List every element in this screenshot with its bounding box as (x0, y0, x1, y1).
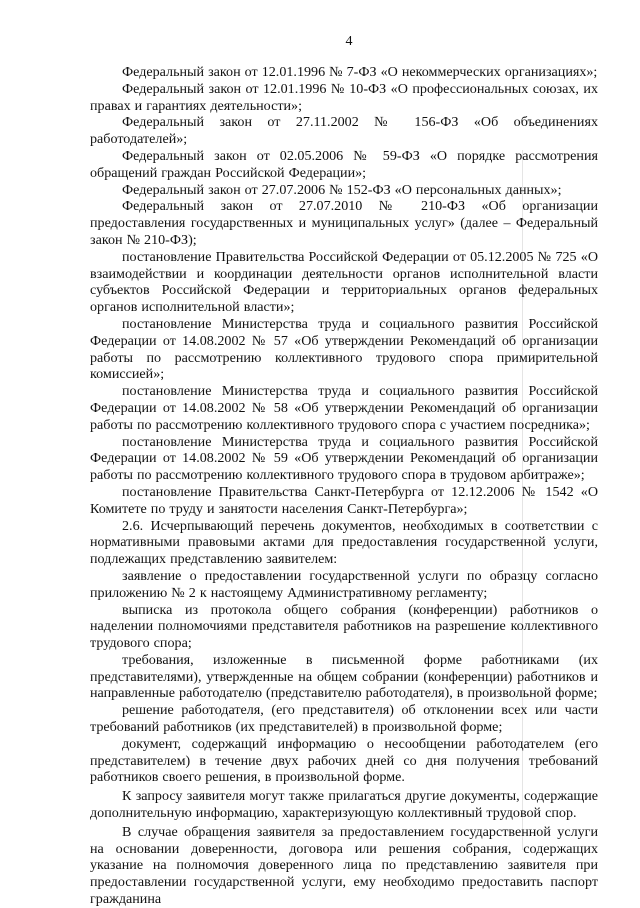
paragraph-16: решение работодателя, (его представителя) об отклонении всех или части требований работников (их представителей) в произвольной форме; (90, 702, 598, 736)
paragraph-2: Федеральный закон от 12.01.1996 № 10-ФЗ «О профессиональных союзах, их правах и гарантиях деятельности»; (90, 80, 598, 114)
paragraph-6: Федеральный закон от 27.07.2010 № 210-ФЗ «Об организации предоставления государственных и муниципальных услуг» (далее – Федеральный закон № 210-ФЗ); (90, 198, 598, 248)
scan-artifact-line (522, 150, 523, 850)
paragraph-5: Федеральный закон от 27.07.2006 № 152-ФЗ «О персональных данных»; (122, 181, 562, 198)
paragraph-12: 2.6. Исчерпывающий перечень документов, необходимых в соответствии с нормативными правовыми актами для предоставления государственной услуги, подлежащих представлению заявителем: (90, 517, 598, 568)
page-number: 4 (345, 34, 353, 49)
paragraph-14: выписка из протокола общего собрания (конференции) работников о наделении полномочиями представителя работников на разрешение коллективного трудового спора; (90, 601, 598, 652)
paragraph-9: постановление Министерства труда и социального развития Российской Федерации от 14.08.2002 № 58 «Об утверждении Рекомендаций об организации работы по рассмотрению коллективного трудового спора с участием посредника»; (90, 383, 598, 433)
paragraph-3: Федеральный закон от 27.11.2002 № 156-ФЗ «Об объединениях работодателей»; (90, 114, 598, 148)
paragraph-15: требования, изложенные в письменной форме работниками (их представителями), утвержденные на общем собрании (конференции) работников и направленные работодателю (представителю работодателя), в произвольной форме; (90, 651, 598, 702)
paragraph-1: Федеральный закон от 12.01.1996 № 7-ФЗ «О некоммерческих организациях»; (122, 64, 598, 80)
paragraph-4: Федеральный закон от 02.05.2006 № 59-ФЗ «О порядке рассмотрения обращений граждан Российской Федерации»; (90, 147, 598, 181)
paragraph-8: постановление Министерства труда и социального развития Российской Федерации от 14.08.2002 № 57 «Об утверждении Рекомендаций об организации работы по рассмотрению коллективного трудового спора примирительной комиссией»; (90, 315, 598, 383)
paragraph-7: постановление Правительства Российской Федерации от 05.12.2005 № 725 «О взаимодействии и координации деятельности органов исполнительной власти субъектов Российской Федерации и территориальных органов федеральных органов исполнительной власти»; (90, 248, 598, 316)
paragraph-18: К запросу заявителя могут также прилагаться другие документы, содержащие дополнительную информацию, характеризующую коллективный трудовой спор. (90, 788, 598, 822)
paragraph-10: постановление Министерства труда и социального развития Российской Федерации от 14.08.2002 № 59 «Об утверждении Рекомендаций об организации работы по рассмотрению коллективного трудового спора в трудовом арбитраже»; (90, 433, 598, 484)
paragraph-11: постановление Правительства Санкт-Петербурга от 12.12.2006 № 1542 «О Комитете по труду и занятости населения Санкт-Петербурга»; (90, 483, 598, 517)
paragraph-19: В случае обращения заявителя за предоставлением государственной услуги на основании доверенности, договора или решения собрания, содержащих указание на полномочия доверенного лица по представлению заявителя при предоставлении государственной услуги, ему необходимо предоставить паспорт гражданина (90, 823, 598, 908)
paragraph-17: документ, содержащий информацию о несообщении работодателем (его представителем) в течение двух рабочих дней со дня получения требований работников своего решения, в произвольной форме. (90, 735, 598, 786)
paragraph-13: заявление о предоставлении государственной услуги по образцу согласно приложению № 2 к настоящему Административному регламенту; (90, 567, 598, 601)
